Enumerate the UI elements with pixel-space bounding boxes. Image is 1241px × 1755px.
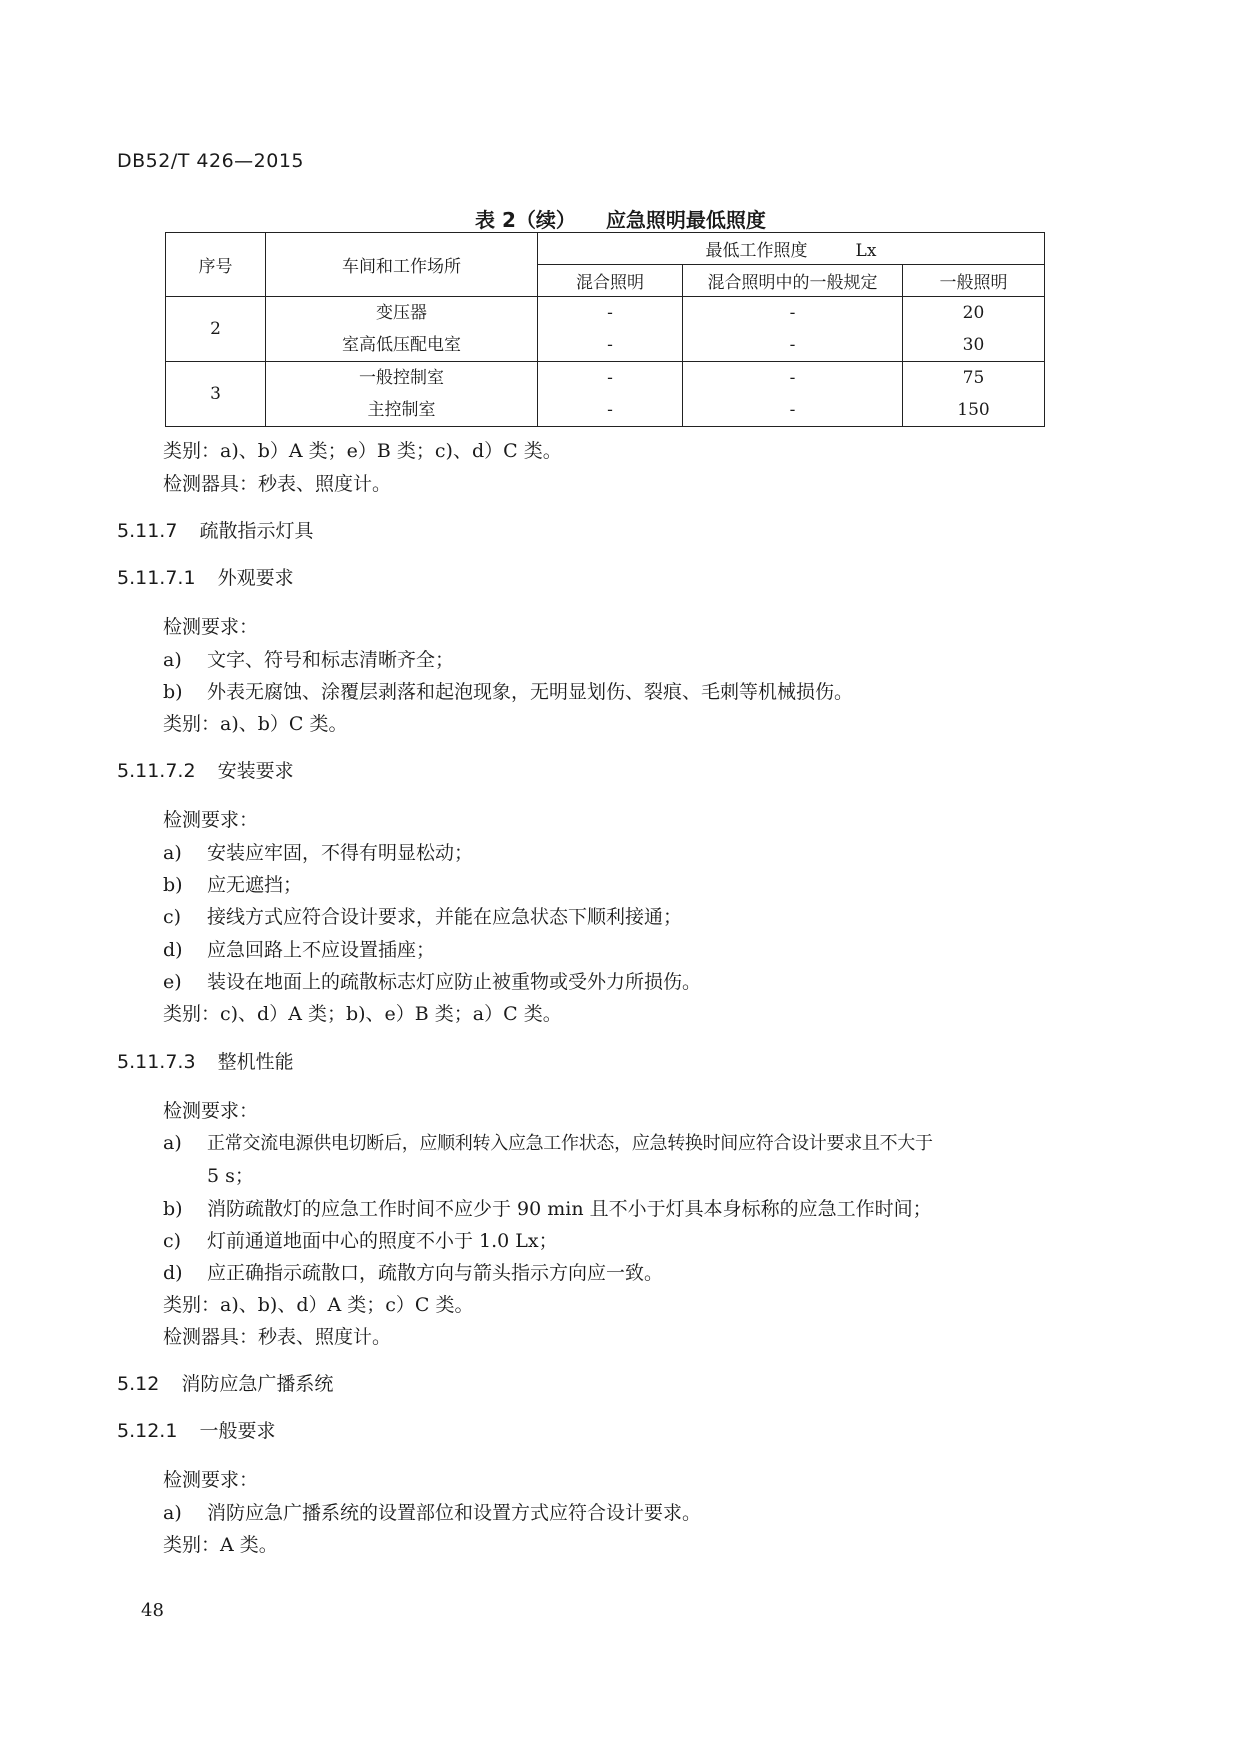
cell-mixed bbox=[538, 362, 683, 427]
item-label: a) bbox=[163, 1502, 182, 1524]
header-min-lux bbox=[538, 233, 1045, 265]
list-item bbox=[163, 677, 853, 704]
item-text: 装设在地面上的疏散标志灯应防止被重物或受外力所损伤。 bbox=[207, 971, 702, 993]
section-5-11-7-3-heading bbox=[117, 1047, 294, 1074]
mixed-general-value: - bbox=[789, 400, 796, 420]
place-text: 主控制室 bbox=[367, 400, 436, 420]
section-number: 5.11.7 bbox=[117, 520, 178, 542]
list-item bbox=[163, 1226, 558, 1253]
mixed-general-value: - bbox=[789, 303, 796, 323]
instruments-note: 检测器具：秒表、照度计。 bbox=[163, 1326, 392, 1348]
list-item bbox=[163, 935, 435, 962]
mixed-general-value: - bbox=[789, 335, 796, 355]
section-number: 5.12.1 bbox=[117, 1420, 178, 1442]
table-caption bbox=[0, 204, 1241, 233]
place-text: 一般控制室 bbox=[359, 368, 444, 388]
header-seq: 序号 bbox=[166, 233, 266, 297]
section-5-11-7-heading bbox=[117, 516, 313, 543]
item-text: 灯前通道地面中心的照度不小于 1.0 Lx； bbox=[207, 1230, 558, 1252]
section-title: 外观要求 bbox=[217, 567, 294, 589]
requirement-lead: 检测要求： bbox=[163, 1469, 259, 1491]
page-number: 48 bbox=[141, 1600, 164, 1621]
list-item bbox=[163, 870, 302, 897]
section-5-11-7-2-heading bbox=[117, 756, 294, 783]
section-number: 5.11.7.2 bbox=[117, 760, 196, 782]
document-code: DB52/T 426—2015 bbox=[117, 150, 305, 172]
item-text: 接线方式应符合设计要求，并能在应急状态下顺利接通； bbox=[207, 906, 683, 928]
header-mixed-general: 混合照明中的一般规定 bbox=[683, 265, 903, 297]
table-caption-label: 表 2（续） bbox=[475, 208, 576, 232]
item-label: b) bbox=[163, 1198, 183, 1220]
table-row bbox=[166, 297, 1045, 362]
item-text: 安装应牢固，不得有明显松动； bbox=[207, 842, 474, 864]
table-row bbox=[166, 362, 1045, 427]
category-note: 类别：A 类。 bbox=[163, 1534, 278, 1556]
header-min-lux-label: 最低工作照度 bbox=[705, 241, 808, 261]
mixed-general-value: - bbox=[789, 368, 796, 388]
list-item bbox=[163, 1498, 701, 1525]
cell-mixed bbox=[538, 297, 683, 362]
header-general: 一般照明 bbox=[903, 265, 1045, 297]
item-label: c) bbox=[163, 906, 182, 928]
item-text: 外表无腐蚀、涂覆层剥落和起泡现象，无明显划伤、裂痕、毛刺等机械损伤。 bbox=[207, 681, 854, 703]
list-item bbox=[163, 1129, 933, 1155]
cell-place bbox=[266, 297, 538, 362]
item-label: a) bbox=[163, 649, 182, 671]
requirement-lead: 检测要求： bbox=[163, 1100, 259, 1122]
mixed-value: - bbox=[607, 303, 613, 323]
general-value: 75 bbox=[962, 368, 985, 388]
mixed-value: - bbox=[607, 368, 613, 388]
place-text: 变压器 bbox=[376, 303, 427, 323]
header-place: 车间和工作场所 bbox=[266, 233, 538, 297]
category-note: 类别：a)、b）C 类。 bbox=[163, 713, 348, 735]
item-label: a) bbox=[163, 1132, 182, 1154]
section-title: 一般要求 bbox=[199, 1420, 276, 1442]
cell-seq: 2 bbox=[166, 297, 266, 362]
requirement-lead: 检测要求： bbox=[163, 616, 259, 638]
cell-mixed-general bbox=[683, 362, 903, 427]
item-text: 应急回路上不应设置插座； bbox=[207, 939, 436, 961]
mixed-value: - bbox=[607, 400, 613, 420]
mixed-value: - bbox=[607, 335, 613, 355]
list-item bbox=[163, 838, 473, 865]
item-text-continuation: 5 s； bbox=[207, 1165, 254, 1187]
section-5-12-1-heading bbox=[117, 1416, 275, 1443]
illuminance-table bbox=[165, 232, 1045, 427]
section-title: 疏散指示灯具 bbox=[199, 520, 314, 542]
item-label: b) bbox=[163, 874, 183, 896]
category-note: 类别：a)、b)、d）A 类；c）C 类。 bbox=[163, 1294, 474, 1316]
table-instruments-note: 检测器具：秒表、照度计。 bbox=[163, 473, 392, 495]
list-item bbox=[163, 1258, 663, 1285]
item-text: 文字、符号和标志清晰齐全； bbox=[207, 649, 455, 671]
item-label: b) bbox=[163, 681, 183, 703]
cell-seq: 3 bbox=[166, 362, 266, 427]
section-5-12-heading bbox=[117, 1369, 333, 1396]
list-item bbox=[163, 645, 454, 672]
section-number: 5.11.7.3 bbox=[117, 1051, 196, 1073]
item-text: 正常交流电源供电切断后，应顺利转入应急工作状态，应急转换时间应符合设计要求且不大于 bbox=[207, 1133, 933, 1154]
section-number: 5.11.7.1 bbox=[117, 567, 196, 589]
item-label: d) bbox=[163, 1262, 183, 1284]
list-item bbox=[163, 902, 682, 929]
item-label: a) bbox=[163, 842, 182, 864]
table-caption-title: 应急照明最低照度 bbox=[605, 208, 766, 232]
cell-general bbox=[903, 297, 1045, 362]
category-note: 类别：c)、d）A 类；b)、e）B 类；a）C 类。 bbox=[163, 1003, 562, 1025]
cell-place bbox=[266, 362, 538, 427]
list-item bbox=[163, 967, 701, 994]
cell-general bbox=[903, 362, 1045, 427]
item-text: 消防应急广播系统的设置部位和设置方式应符合设计要求。 bbox=[207, 1502, 702, 1524]
item-text: 应正确指示疏散口，疏散方向与箭头指示方向应一致。 bbox=[207, 1262, 664, 1284]
general-value: 150 bbox=[957, 400, 990, 420]
section-title: 安装要求 bbox=[217, 760, 294, 782]
item-text: 应无遮挡； bbox=[207, 874, 303, 896]
section-number: 5.12 bbox=[117, 1373, 160, 1395]
item-label: d) bbox=[163, 939, 183, 961]
item-label: e) bbox=[163, 971, 182, 993]
cell-mixed-general bbox=[683, 297, 903, 362]
general-value: 30 bbox=[962, 335, 985, 355]
requirement-lead: 检测要求： bbox=[163, 809, 259, 831]
item-text: 消防疏散灯的应急工作时间不应少于 90 min 且不小于灯具本身标称的应急工作时间； bbox=[207, 1198, 932, 1220]
general-value: 20 bbox=[962, 303, 985, 323]
list-item bbox=[163, 1194, 932, 1221]
header-unit: Lx bbox=[855, 241, 877, 261]
table-category-note: 类别：a)、b）A 类；e）B 类；c)、d）C 类。 bbox=[163, 440, 562, 462]
section-title: 消防应急广播系统 bbox=[181, 1373, 334, 1395]
section-title: 整机性能 bbox=[217, 1051, 294, 1073]
place-text: 室高低压配电室 bbox=[342, 335, 461, 355]
item-label: c) bbox=[163, 1230, 182, 1252]
section-5-11-7-1-heading bbox=[117, 563, 294, 590]
header-mixed: 混合照明 bbox=[538, 265, 683, 297]
